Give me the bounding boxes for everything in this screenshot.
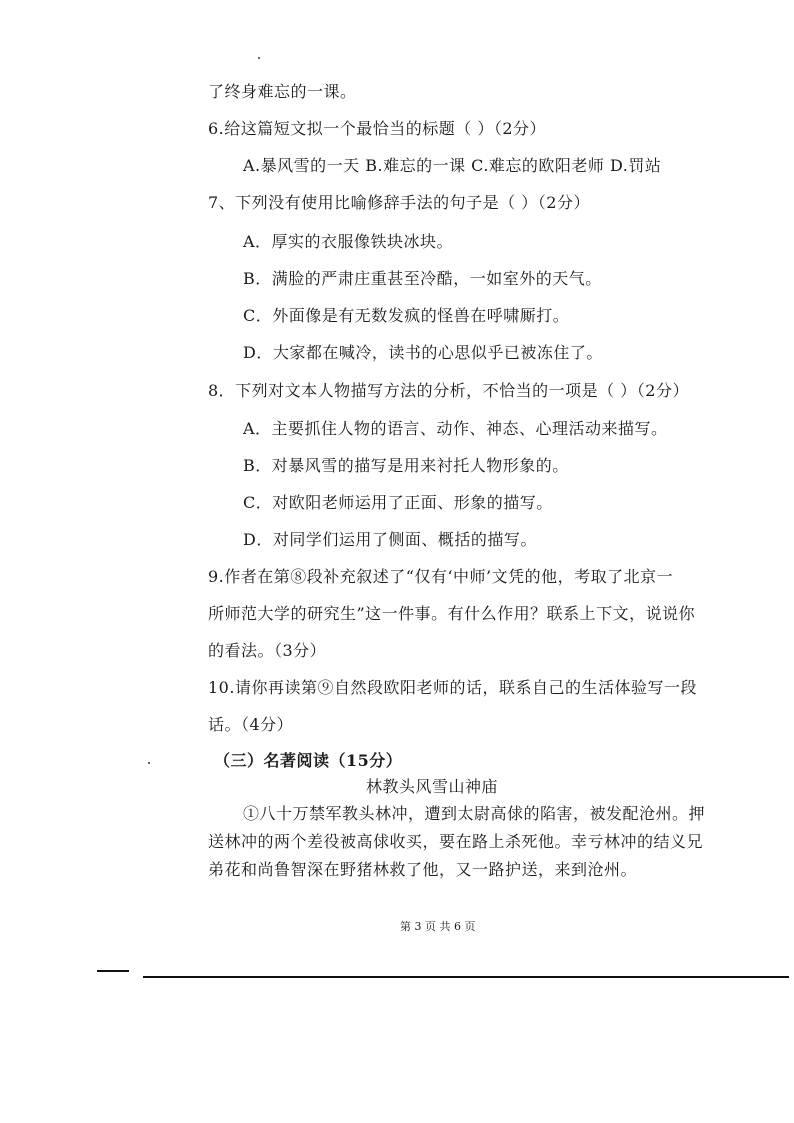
text-line-continuation: 了终身难忘的一课。 bbox=[208, 82, 357, 101]
scan-speck bbox=[258, 57, 260, 59]
question-7-option-c: C．外面像是有无数发疯的怪兽在呼啸厮打。 bbox=[243, 306, 570, 325]
question-7-option-d: D．大家都在喊冷，读书的心思似乎已被冻住了。 bbox=[243, 343, 603, 362]
question-7-option-b: B．满脸的严肃庄重甚至冷酷，一如室外的天气。 bbox=[243, 269, 602, 288]
passage-title: 林教头风雪山神庙 bbox=[366, 777, 499, 796]
question-9-line-3: 的看法。（3分） bbox=[208, 641, 327, 660]
question-10-line-2: 话。（4分） bbox=[208, 715, 294, 734]
passage-line-1: ①八十万禁军教头林冲，遭到太尉高俅的陷害，被发配沧州。押 bbox=[243, 804, 706, 823]
passage-line-3: 弟花和尚鲁智深在野猪林救了他，又一路护送，来到沧州。 bbox=[208, 860, 638, 879]
question-8-option-a: A．主要抓住人物的语言、动作、神态、心理活动来描写。 bbox=[243, 419, 668, 438]
question-9-line-1: 9.作者在第⑧段补充叙述了“仅有‘中师’文凭的他，考取了北京一 bbox=[208, 567, 674, 586]
question-7-option-a: A．厚实的衣服像铁块冰块。 bbox=[243, 232, 454, 251]
footer-rule-short bbox=[97, 970, 129, 972]
question-6-options: A.暴风雪的一天 B.难忘的一课 C.难忘的欧阳老师 D.罚站 bbox=[243, 156, 662, 175]
page-number: 第 3 页 共 6 页 bbox=[400, 920, 476, 933]
question-8: 8．下列对文本人物描写方法的分析，不恰当的一项是（ ）（2分） bbox=[208, 381, 689, 400]
scan-speck bbox=[148, 762, 150, 764]
question-10-line-1: 10.请你再读第⑨自然段欧阳老师的话，联系自己的生活体验写一段 bbox=[208, 678, 697, 697]
footer-rule-long bbox=[143, 976, 789, 978]
question-8-option-c: C．对欧阳老师运用了正面、形象的描写。 bbox=[243, 493, 553, 512]
question-7: 7、下列没有使用比喻修辞手法的句子是（ ）（2分） bbox=[208, 193, 590, 212]
question-8-option-b: B．对暴风雪的描写是用来衬托人物形象的。 bbox=[243, 456, 569, 475]
question-8-option-d: D．对同学们运用了侧面、概括的描写。 bbox=[243, 530, 537, 549]
section-heading: （三）名著阅读（15分） bbox=[214, 751, 403, 770]
question-9-line-2: 所师范大学的研究生”这一件事。有什么作用？联系上下文，说说你 bbox=[208, 604, 696, 623]
passage-line-2: 送林冲的两个差役被高俅收买，要在路上杀死他。幸亏林冲的结义兄 bbox=[208, 832, 704, 851]
question-6: 6.给这篇短文拟一个最恰当的标题（ ）（2分） bbox=[208, 119, 547, 138]
